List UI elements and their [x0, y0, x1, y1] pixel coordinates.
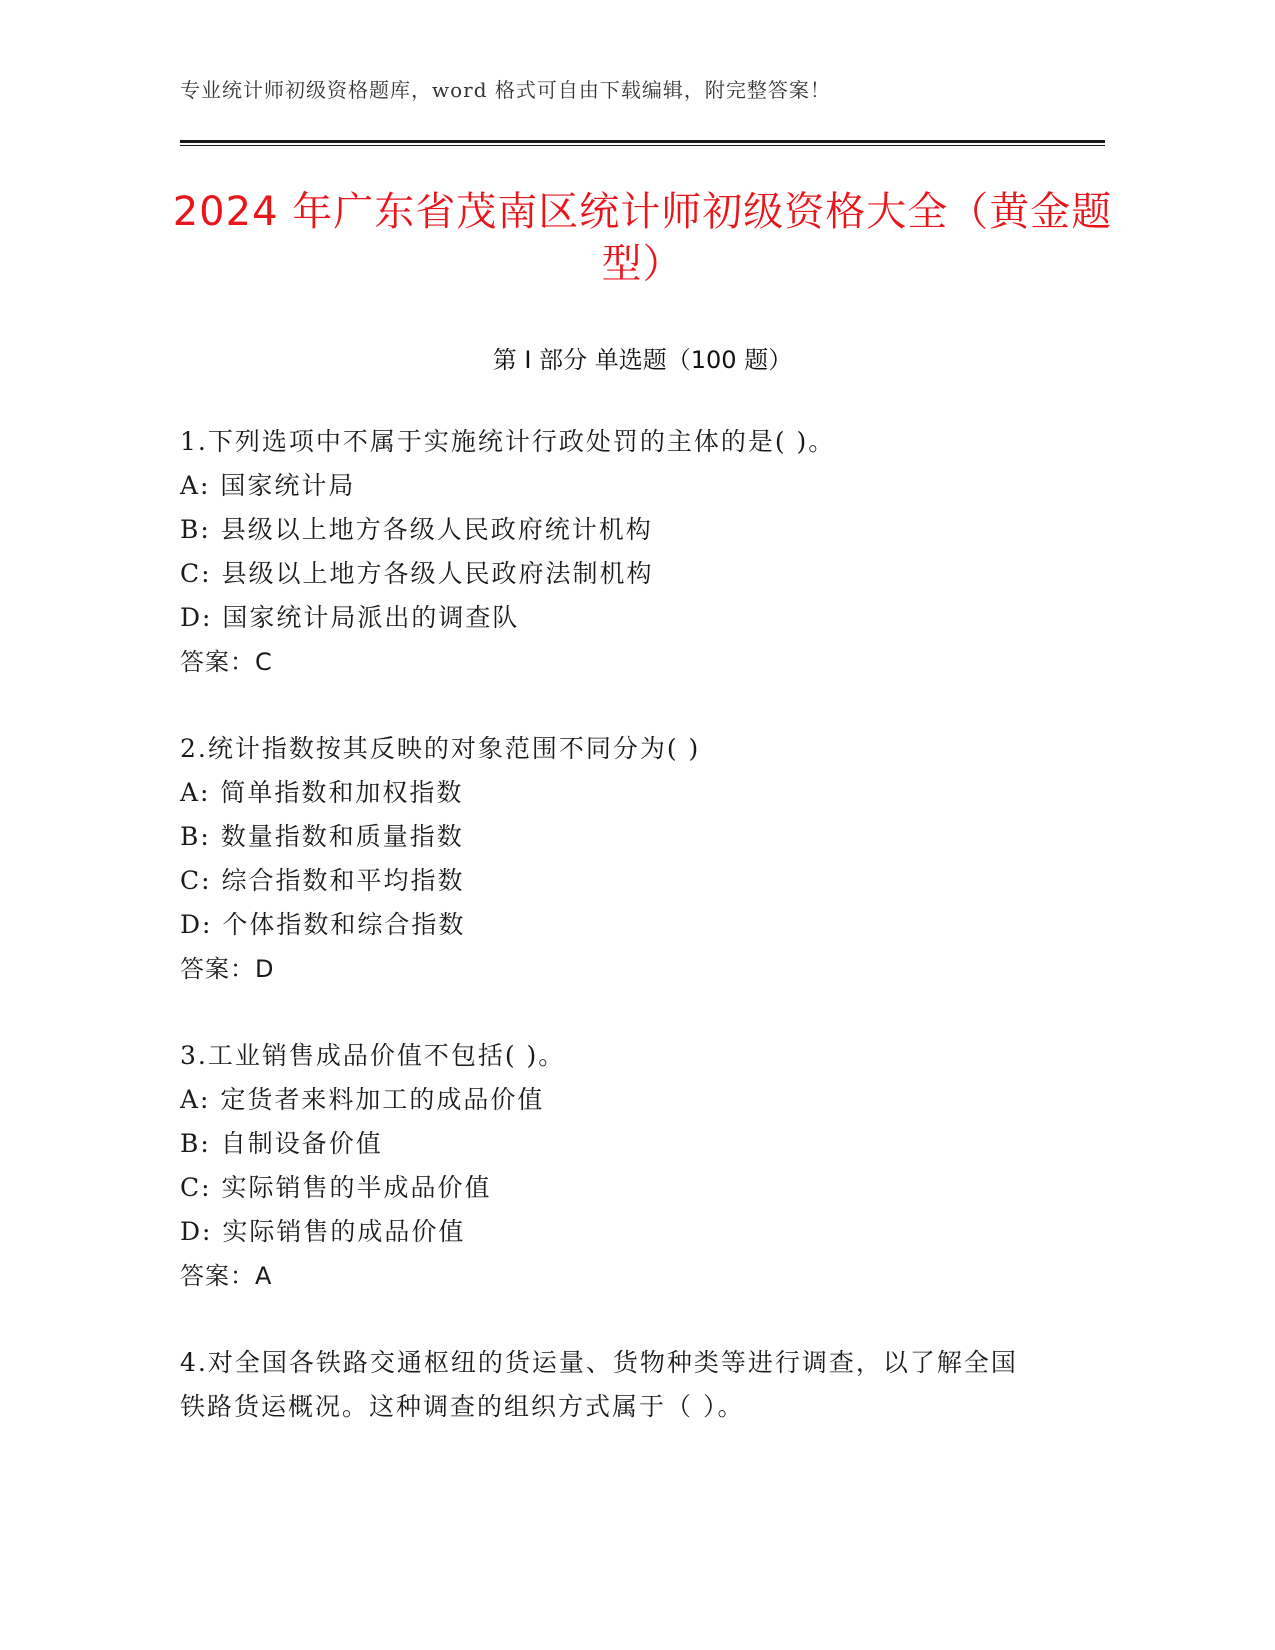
- header-divider-thick: [180, 140, 1105, 143]
- option-d: D: 个体指数和综合指数: [180, 910, 466, 939]
- question-stem: 3.工业销售成品价值不包括( )。: [180, 1041, 566, 1070]
- option-c: C: 县级以上地方各级人民政府法制机构: [180, 559, 654, 588]
- option-d: D: 国家统计局派出的调查队: [180, 603, 520, 632]
- question-stem: 2.统计指数按其反映的对象范围不同分为( ): [180, 734, 701, 763]
- question-stem: 1.下列选项中不属于实施统计行政处罚的主体的是( )。: [180, 427, 836, 456]
- answer: 答案：D: [180, 955, 275, 983]
- question-stem: 4.对全国各铁路交通枢纽的货运量、货物种类等进行调查，以了解全国铁路货运概况。这种调查的组织方式属于（ ）。: [180, 1348, 1018, 1421]
- question-3: [180, 1034, 1020, 1298]
- option-d: D: 实际销售的成品价值: [180, 1217, 466, 1246]
- option-a: A: 国家统计局: [180, 471, 356, 500]
- answer: 答案：C: [180, 648, 273, 676]
- option-b: B: 自制设备价值: [180, 1129, 383, 1158]
- question-1: [180, 420, 1020, 684]
- document-title: 2024 年广东省茂南区统计师初级资格大全（黄金题型）: [172, 189, 1113, 287]
- section-heading: 第 I 部分 单选题（100 题）: [492, 346, 793, 374]
- option-c: C: 实际销售的半成品价值: [180, 1173, 492, 1202]
- header-divider-thin: [180, 145, 1105, 146]
- option-b: B: 县级以上地方各级人民政府统计机构: [180, 515, 653, 544]
- answer: 答案：A: [180, 1262, 273, 1290]
- question-2: [180, 727, 1020, 991]
- option-a: A: 简单指数和加权指数: [180, 778, 464, 807]
- option-c: C: 综合指数和平均指数: [180, 866, 465, 895]
- option-b: B: 数量指数和质量指数: [180, 822, 464, 851]
- question-4: [180, 1341, 1020, 1429]
- question-list: [180, 420, 1020, 1472]
- option-a: A: 定货者来料加工的成品价值: [180, 1085, 545, 1114]
- header-note: 专业统计师初级资格题库，word 格式可自由下载编辑，附完整答案！: [180, 78, 831, 102]
